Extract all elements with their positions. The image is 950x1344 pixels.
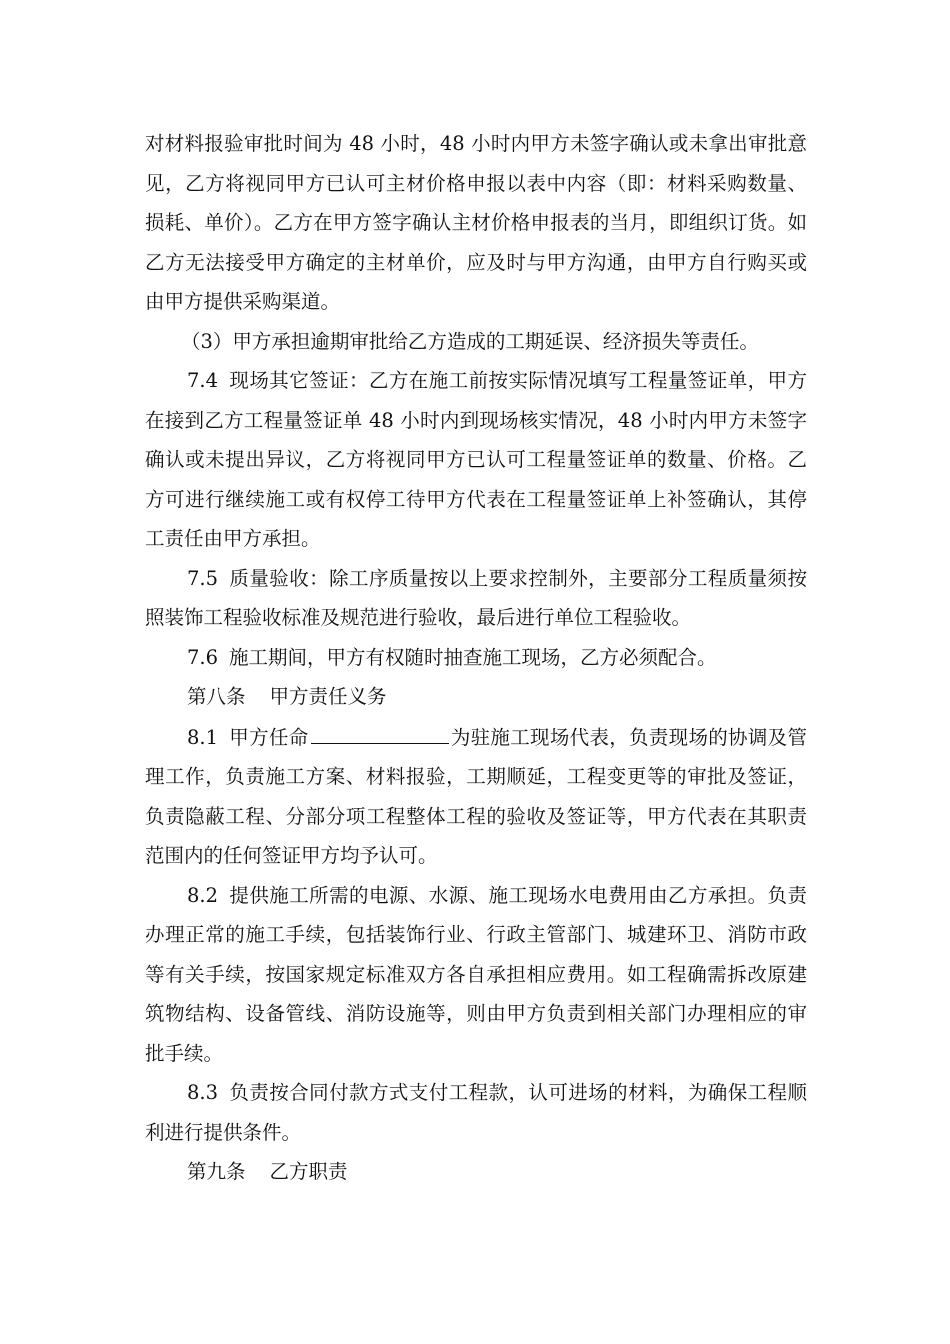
clause-number: 7.6 — [187, 645, 219, 669]
clause-number: 8.1 — [187, 725, 219, 749]
clause-8-2 — [145, 876, 807, 1074]
clause-number: 7.5 — [187, 566, 219, 590]
clause-text-post: 为驻施工现场代表，负责现场的协调及管理工作，负责施工方案、材料报验，工期顺延，工程变更等的审批及签证，负责隐蔽工程、分部分项工程整体工程的验收及签证等，甲方代表在其职责范围内的任何签证甲方均予认可。 — [145, 725, 807, 867]
clause-text: 负责按合同付款方式支付工程款，认可进场的材料，为确保工程顺利进行提供条件。 — [145, 1081, 807, 1144]
article-8-heading — [145, 677, 807, 717]
representative-blank-line — [311, 717, 449, 744]
article-9-heading — [145, 1152, 807, 1192]
clause-number: 7.4 — [187, 369, 219, 392]
article-number: 第八条 — [187, 685, 246, 708]
clause-text: 提供施工所需的电源、水源、施工现场水电费用由乙方承担。负责办理正常的施工手续，包括装饰行业、行政主管部门、城建环卫、消防市政等有关手续，按国家规定标准双方各自承担相应费用。如工程确需拆改原建筑物结构、设备管线、消防设施等，则由甲方负责到相关部门办理相应的审批手续。 — [145, 883, 807, 1065]
clause-7-6 — [145, 638, 807, 678]
article-title: 乙方职责 — [269, 1160, 348, 1183]
paragraph-material-approval: 对材料报验审批时间为 48 小时，48 小时内甲方未签字确认或未拿出审批意见，乙方将视同甲方已认可主材价格申报以表中内容（即：材料采购数量、损耗、单价）。乙方在甲方签字确认主材价格申报表的当月，即组织订货。如乙方无法接受甲方确定的主材单价，应及时与甲方沟通，由甲方自行购买或由甲方提供采购渠道。 — [145, 132, 807, 313]
clause-8-1 — [145, 717, 807, 876]
clause-text: 质量验收：除工序质量按以上要求控制外，主要部分工程质量须按照装饰工程验收标准及规范进行验收，最后进行单位工程验收。 — [145, 566, 807, 629]
clause-number: 8.2 — [187, 883, 219, 907]
article-number: 第九条 — [187, 1160, 246, 1183]
article-title: 甲方责任义务 — [269, 685, 387, 708]
paragraph-overdue-approval: （3）甲方承担逾期审批给乙方造成的工期延误、经济损失等责任。 — [181, 329, 759, 353]
clause-text-pre: 甲方任命 — [229, 725, 309, 749]
clause-7-4 — [145, 361, 807, 559]
clause-8-3 — [145, 1073, 807, 1152]
clause-text: 施工期间，甲方有权随时抽查施工现场，乙方必须配合。 — [229, 645, 717, 669]
clause-text: 现场其它签证：乙方在施工前按实际情况填写工程量签证单，甲方在接到乙方工程量签证单 48 小时内到现场核实情况，48 小时内甲方未签字确认或未提出异议，乙方将视同甲方已认可工程量签证单的数量、价格。乙方可进行继续施工或有权停工待甲方代表在工程量签证单上补签确认，其停工责任由甲方承担。 — [145, 369, 807, 550]
clause-7-5 — [145, 559, 807, 638]
clause-number: 8.3 — [187, 1081, 219, 1104]
